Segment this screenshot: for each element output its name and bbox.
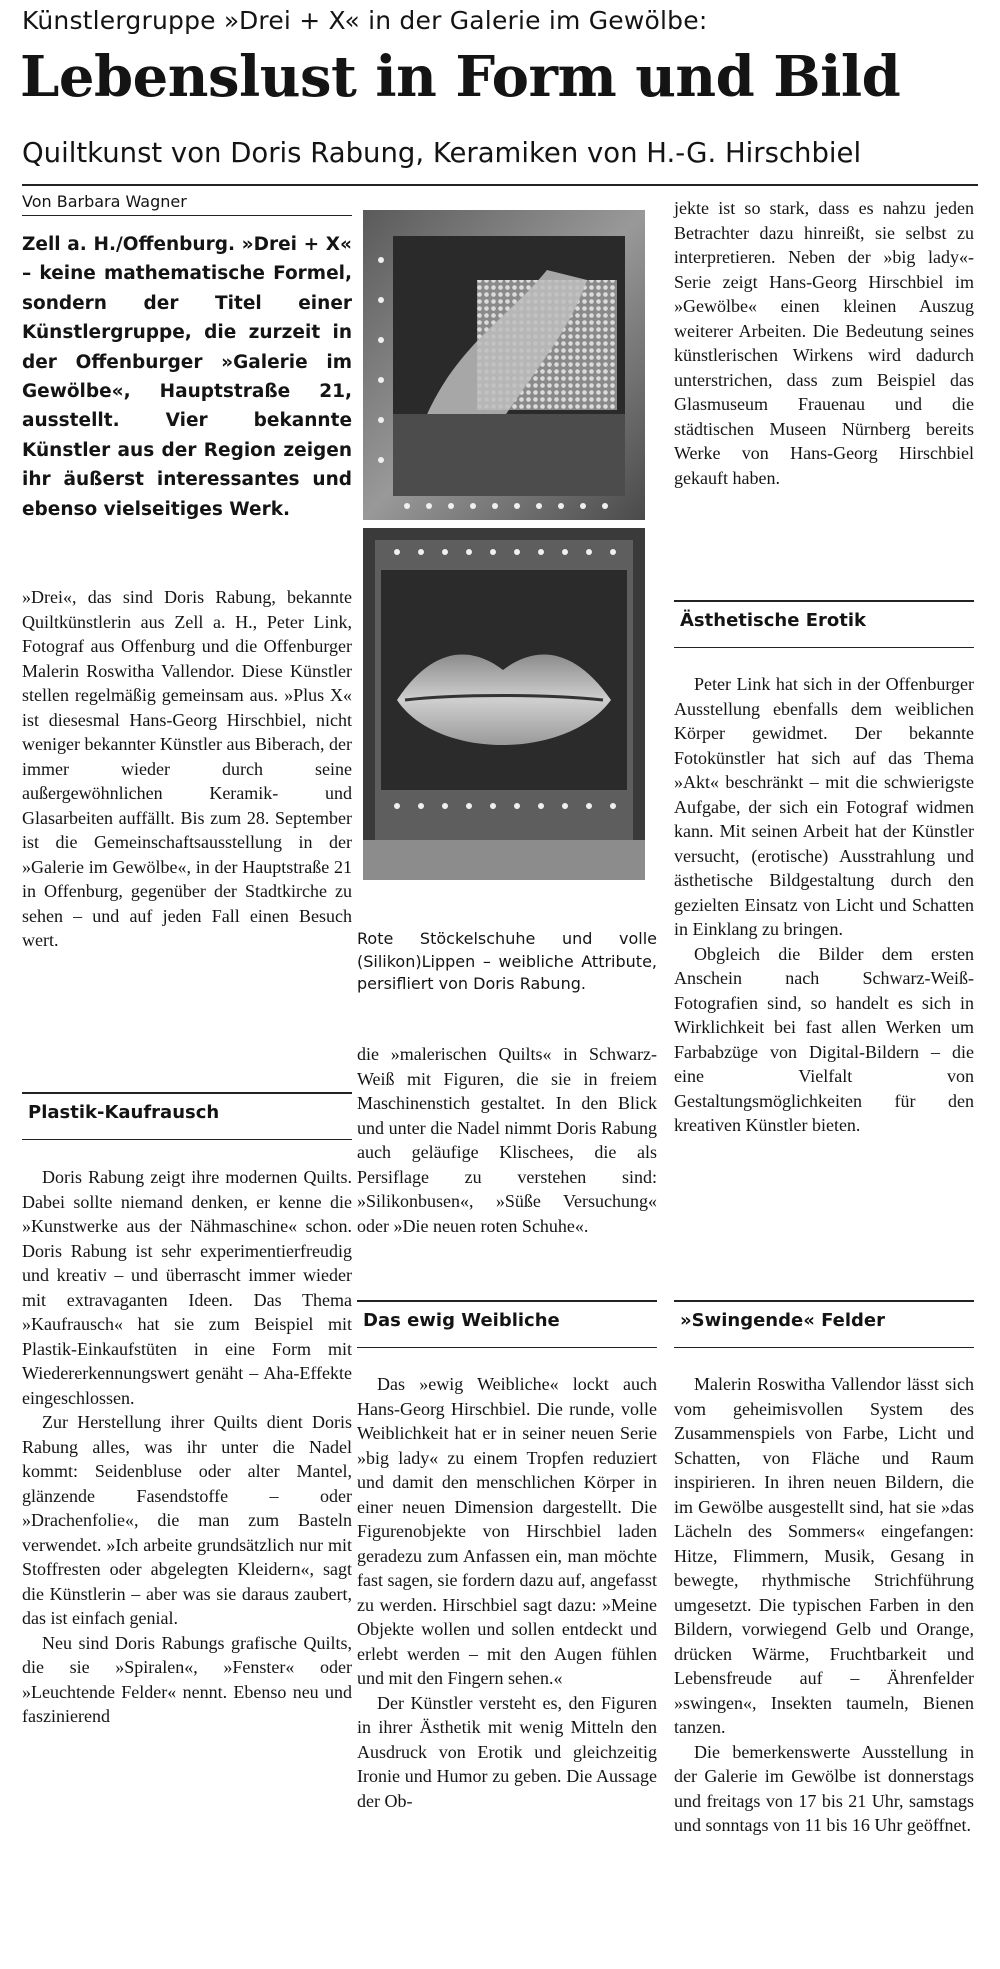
subhead-plastik-kaufrausch: Plastik-Kaufrausch [22,1092,352,1140]
column-1-top [22,585,352,953]
subhead-aesthetische-erotik: Ästhetische Erotik [674,600,974,648]
body-paragraph: Das »ewig Weibliche« lockt auch Hans-Georg Hirschbiel. Die runde, volle Weiblichkeit hat er in seiner neuen Serie »big lady« zu einem Tropfen reduziert und damit den menschlichen Körper in einer neuen Dimension dargestellt. Die Figurenobjekte von Hirschbiel laden geradezu zum Anfassen ein, man möchte fast sagen, sie fordern dazu auf, angefasst zu werden. Hirschbiel sagt dazu: »Meine Objekte wollen und sollen entdeckt und erlebt werden – mit den Augen fühlen und mit den Fingern sehen.« [357,1374,657,1688]
column-2-top [357,1042,657,1238]
body-paragraph: Der Künstler versteht es, den Figuren in ihrer Ästhetik mit wenig Mitteln den Ausdruck von Erotik und gleichzeitig Ironie und Humor zu geben. Die Aussage der Ob- [357,1692,657,1811]
quilt-photo [357,200,649,920]
byline: Von Barbara Wagner [22,192,352,216]
body-paragraph: die »malerischen Quilts« in Schwarz-Weiß mit Figuren, die sie in freiem Maschinenstich gestaltet. In den Blick und unter die Nadel nimmt Doris Rabung auch geläufige Klischees, die als Persiflage zu verstehen sind: »Silikonbusen«, »Süße Versuchung« oder »Die neuen roten Schuhe«. [357,1044,657,1236]
column-3-top [674,196,974,490]
column-3-bottom [674,1372,974,1838]
body-paragraph: Neu sind Doris Rabungs grafische Quilts, die sie »Spiralen«, »Fenster« oder »Leuchtende Felder« nennt. Ebenso neu und faszinierend [22,1632,352,1726]
body-paragraph: »Drei«, das sind Doris Rabung, bekannte Quiltkünstlerin aus Zell a. H., Peter Link, Fotograf aus Offenburg und die Offenburger Malerin Roswitha Vallendor. Diese Künstler stellen regelmäßig gemeinsam aus. »Plus X« ist diesesmal Hans-Georg Hirschbiel, nicht weniger bekannter Künstler aus Biberach, der immer wieder durch seine außergewöhnlichen Keramik- und Glasarbeiten auffällt. Bis zum 28. September ist die Gemeinschaftsausstellung in der »Galerie im Gewölbe«, in der Hauptstraße 21 in Offenburg, gegenüber der Stadtkirche zu sehen – und auf jeden Fall einen Besuch wert. [22,587,352,950]
body-paragraph: Die bemerkenswerte Ausstellung in der Galerie im Gewölbe ist donnerstags und freitags von 17 bis 21 Uhr, samstags und sonntags von 11 bis 16 Uhr geöffnet. [674,1741,974,1835]
lead-paragraph: Zell a. H./Offenburg. »Drei + X« – keine mathematische Formel, sondern der Titel einer Künstlergruppe, die zurzeit in der Offenburger »Galerie im Gewölbe«, Hauptstraße 21, ausstellt. Vier bekannte Künstler aus der Region zeigen ihr äußerst interessantes und ebenso vielseitiges Werk. [22,234,352,520]
article-kicker: Künstlergruppe »Drei + X« in der Galerie im Gewölbe: [22,6,708,35]
subhead-das-ewig-weibliche: Das ewig Weibliche [357,1300,657,1348]
body-paragraph: Doris Rabung zeigt ihre modernen Quilts. Dabei sollte niemand denken, er kenne die »Kunstwerke aus der Nähmaschine« schon. Doris Rabung ist sehr experimentierfreudig und kreativ – und überrascht immer wieder mit extravaganten Ideen. Das Thema »Kaufrausch« hat sie zum Beispiel mit Plastik-Einkaufstüten in eine Form mit Wiedererkennungswert genäht – Aha-Effekte eingeschlossen. [22,1167,352,1408]
body-paragraph: Zur Herstellung ihrer Quilts dient Doris Rabung alles, was ihr unter die Nadel kommt: Seidenbluse oder alter Mantel, glänzende Fasendstoffe – oder »Drachenfolie«, die man zum Basteln verwendet. »Ich arbeite grundsätzlich nur mit Stoffresten oder abgelegten Kleidern«, sagt die Künstlerin – aber was sie daraus zaubert, das ist einfach genial. [22,1412,352,1628]
photo-caption: Rote Stöckelschuhe und volle (Silikon)Lippen – weibliche Attribute, persifliert von Doris Rabung. [357,929,657,993]
subhead-swingende-felder: »Swingende« Felder [674,1300,974,1348]
header-rule [22,184,978,186]
article-headline: Lebenslust in Form und Bild [20,44,901,110]
article-subheadline: Quiltkunst von Doris Rabung, Keramiken von H.-G. Hirschbiel [22,137,862,169]
body-paragraph: jekte ist so stark, dass es nahzu jeden Betrachter dazu hinreißt, sie selbst zu interpretieren. Neben der »big lady«-Serie zeigt Hans-Georg Hirschbiel im »Gewölbe« einen kleinen Auszug weiterer Arbeiten. Die Bedeutung seines künstlerischen Wirkens wird dadurch unterstrichen, dass zum Beispiel das Glasmuseum Frauenau und die städtischen Museen Nürnberg bereits Werke von Hans-Georg Hirschbiel gekauft haben. [674,198,974,488]
body-paragraph: Malerin Roswitha Vallendor lässt sich vom geheimisvollen System des Zusammenspiels von Farbe, Licht und Schatten, von Fläche und Raum inspirieren. In ihren neuen Bildern, die im Gewölbe ausgestellt sind, hat sie »das Lächeln des Sommers« eingefangen: Hitze, Flimmern, Musik, Gesang in bewegte, rhythmische Strichführung umgesetzt. Die typischen Farben in den Bildern, vorwiegend Gelb und Orange, drücken Wärme, Fruchtbarkeit und Lebensfreude auf – Ährenfelder »swingen«, Insekten taumeln, Bienen tanzen. [674,1374,974,1737]
body-paragraph: Peter Link hat sich in der Offenburger Ausstellung ebenfalls dem weiblichen Körper gewidmet. Der bekannte Fotokünstler hat sich auf das Thema »Akt« beschränkt – mit die schwierigste Aufgabe, der sich ein Fotograf widmen kann. Mit seinen Arbeit hat der Künstler versucht, (erotische) Ausstrahlung und ästhetische Bildgestaltung durch den gezielten Einsatz von Licht und Schatten in Einklang zu bringen. [674,674,974,939]
column-3-middle [674,672,974,1138]
column-1-bottom [22,1165,352,1729]
body-paragraph: Obgleich die Bilder dem ersten Anschein nach Schwarz-Weiß-Fotografien sind, so handelt es sich in Wirklichkeit bei fast allen Werken um Farbabzüge von Digital-Bildern – die eine Vielfalt von Gestaltungsmöglichkeiten für den kreativen Künstler bieten. [674,943,974,1135]
column-2-bottom [357,1372,657,1813]
